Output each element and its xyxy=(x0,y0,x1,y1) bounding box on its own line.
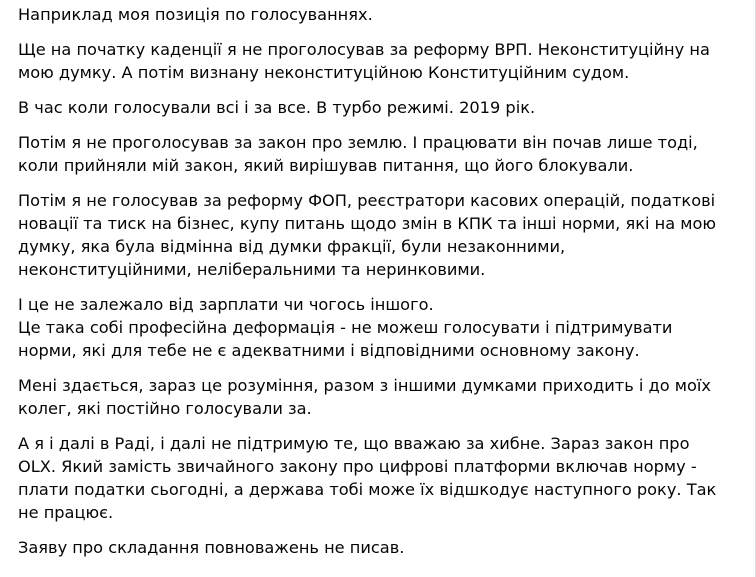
text-line: В час коли голосували всі і за все. В турбо режимі. 2019 рік. xyxy=(18,98,536,117)
text-line: Це така собі професійна деформація - не можеш голосувати і підтримувати xyxy=(18,318,673,337)
text-line: норми, які для тебе не є адекватними і відповідними основному закону. xyxy=(18,341,640,360)
paragraph-professional-deformation xyxy=(18,293,756,362)
paragraph-resignation xyxy=(18,536,756,559)
text-line: Мені здається, зараз це розуміння, разом з іншими думками приходить і до моїх xyxy=(18,376,711,395)
text-line: новації та тиск на бізнес, купу питань щодо змін в КПК та інші норми, які на мою xyxy=(18,214,717,233)
text-line: мою думку. А потім визнану неконституційною Конституційним судом. xyxy=(18,63,630,82)
paragraph-land-law xyxy=(18,131,756,177)
text-line: плати податки сьогодні, а держава тобі може їх відшкодує наступного року. Так xyxy=(18,480,717,499)
paragraph-olx-law xyxy=(18,432,756,524)
text-line: OLX. Який замість звичайного закону про цифрові платформи включав норму - xyxy=(18,457,697,476)
paragraph-colleagues xyxy=(18,374,756,420)
paragraph-fop-reform xyxy=(18,189,756,281)
paragraph-voting-position xyxy=(18,3,756,26)
text-line: Потім я не голосував за реформу ФОП, реєстратори касових операцій, податкові xyxy=(18,191,716,210)
text-line: І це не залежало від зарплати чи чогось іншого. xyxy=(18,295,434,314)
text-line: Наприклад моя позиція по голосуваннях. xyxy=(18,5,373,24)
text-line: не працює. xyxy=(18,503,114,522)
paragraph-turbo-mode xyxy=(18,96,756,119)
text-line: коли прийняли мій закон, який вирішував питання, що його блокували. xyxy=(18,156,634,175)
text-line: Ще на початку каденції я не проголосував за реформу ВРП. Неконституційну на xyxy=(18,40,710,59)
text-line: Заяву про складання повноважень не писав. xyxy=(18,538,405,557)
text-line: колег, які постійно голосували за. xyxy=(18,399,312,418)
text-line: Потім я не проголосував за закон про землю. І працювати він почав лише тоді, xyxy=(18,133,698,152)
text-line: думку, яка була відмінна від думки фракції, були незаконними, xyxy=(18,237,566,256)
text-line: А я і далі в Раді, і далі не підтримую те, що вважаю за хибне. Зараз закон про xyxy=(18,434,690,453)
paragraph-vrp-reform xyxy=(18,38,756,84)
text-line: неконституційними, неліберальними та неринковими. xyxy=(18,260,486,279)
